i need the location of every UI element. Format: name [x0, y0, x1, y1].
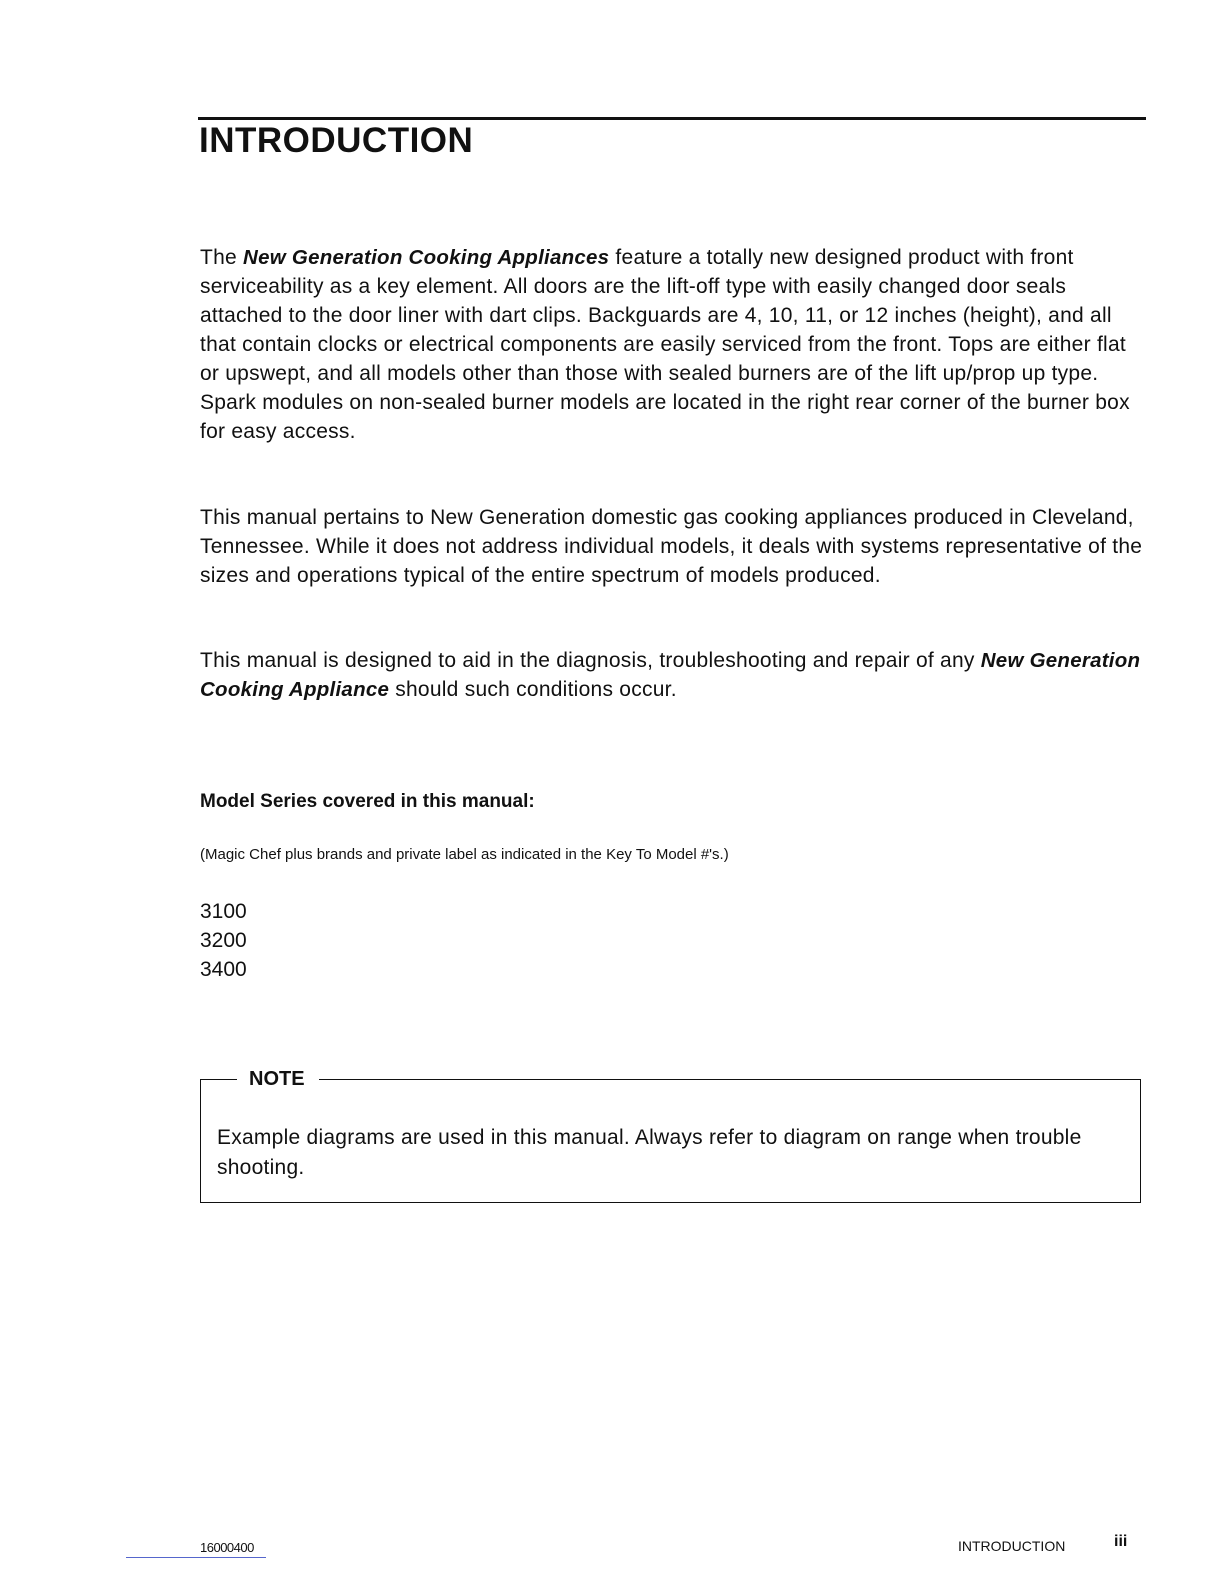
- footer-underline: [126, 1557, 266, 1558]
- note-box: [200, 1068, 1141, 1203]
- footer-doc-number: 16000400: [200, 1540, 254, 1555]
- footer-section-title: INTRODUCTION: [958, 1538, 1066, 1554]
- footer-page-number: iii: [1114, 1533, 1128, 1550]
- intro-paragraph-2: This manual pertains to New Generation domestic gas cooking appliances produced in Cleveland, Tennessee. While it does not address individual models, it deals with systems representative of the sizes and operations typical of the entire spectrum of models produced.: [200, 506, 1143, 587]
- product-name-emphasis: New Generation Cooking Appliance: [200, 649, 1141, 701]
- page-title: INTRODUCTION: [199, 121, 474, 160]
- model-series-heading: Model Series covered in this manual:: [200, 791, 535, 812]
- intro-paragraph-3: [200, 646, 1150, 704]
- paragraph-3-prefix: This manual is designed to aid in the diagnosis, troubleshooting and repair of any: [200, 649, 981, 672]
- model-item: 3200: [200, 929, 247, 952]
- paragraph-3-suffix: should such conditions occur.: [389, 678, 677, 701]
- note-label: NOTE: [237, 1067, 319, 1091]
- model-series-subnote: (Magic Chef plus brands and private label as indicated in the Key To Model #'s.): [200, 846, 729, 863]
- model-item: 3100: [200, 900, 247, 923]
- model-list: [200, 897, 247, 984]
- title-rule: [198, 117, 1146, 120]
- paragraph-1-prefix: The: [200, 246, 244, 269]
- model-item: 3400: [200, 958, 247, 981]
- product-name-emphasis: New Generation Cooking Appliances: [243, 246, 610, 269]
- paragraph-1-body: feature a totally new designed product with front serviceability as a key element. All doors are the lift-off type with easily changed door seals attached to the door liner with dart clips. Backguards are 4, 10, 11, or 12 inches (height), and all that contain clocks or electrical components are easily serviced from the front. Tops are either flat or upswept, and all models other than those with sealed burners are of the lift up/prop up type. Spark modules on non-sealed burner models are located in the right rear corner of the burner box for easy access.: [200, 246, 1130, 443]
- intro-paragraph-1: [200, 243, 1150, 446]
- note-text: Example diagrams are used in this manual. Always refer to diagram on range when trouble shooting.: [217, 1126, 1082, 1179]
